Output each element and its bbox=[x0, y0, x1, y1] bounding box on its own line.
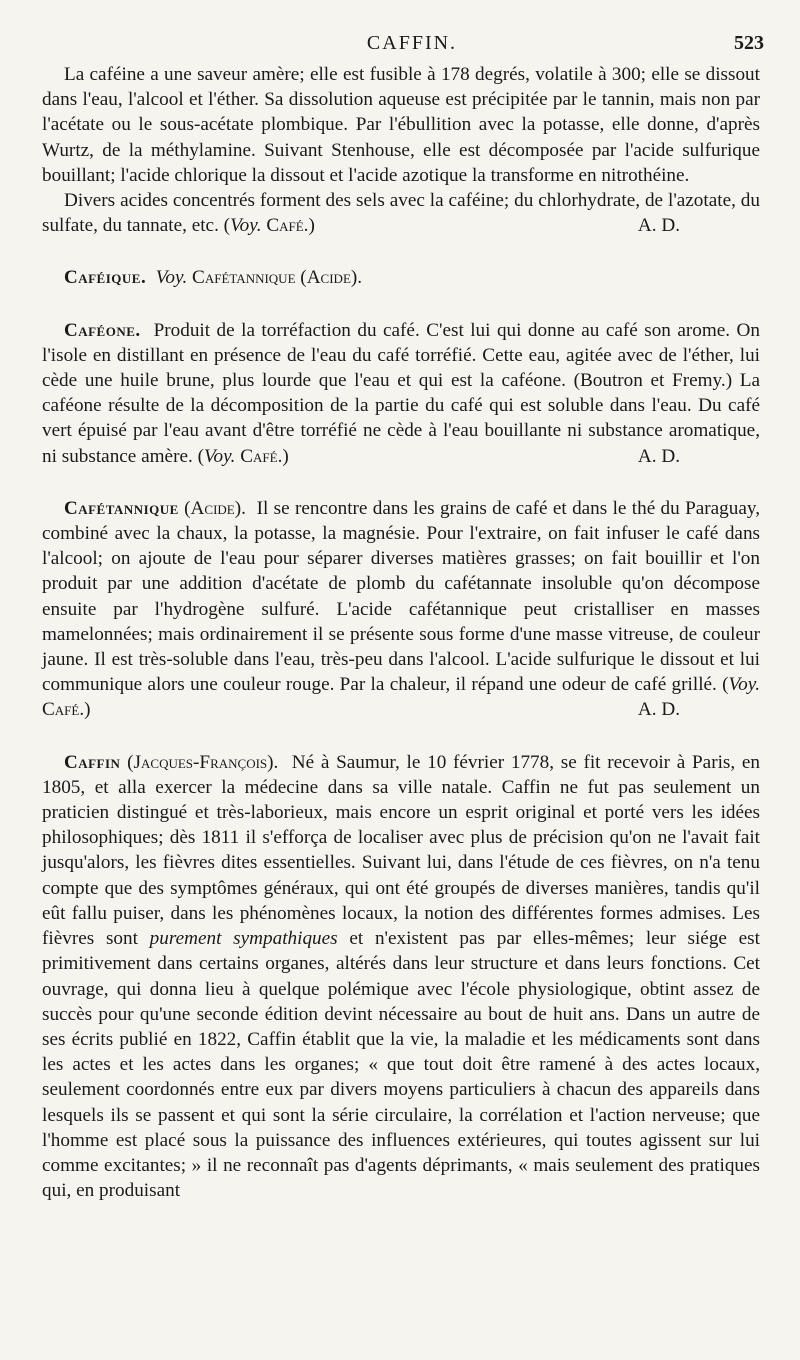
signature: A. D. bbox=[637, 215, 680, 237]
signature: A. D. bbox=[637, 445, 680, 467]
entry-cafetannique: Cafétannique (Acide). Il se rencontre dans les grains de café et dans le thé du Paraguay, combiné avec la chaux, la potasse, la magnésie. Pour l'extraire, on fait infuser le café dans l'alcool; on ajoute de l'eau pour séparer diverses matières grasses; on fait bouillir et l'on produit par une addition d'acétate de plomb du cafétannate insoluble qu'on décompose ensuite par l'hydrogène sulfuré. L'acide cafétannique peut cristalliser en masses mamelonnées; mais ordinairement il se présente sous forme d'une masse vitreuse, de couleur jaune. Il est très-soluble dans l'eau, très-peu dans l'alcool. L'acide sulfurique le dissout et lui communique alors une couleur rouge. Par la chaleur, il répand une odeur de café grillé. (Voy. Café.) A. D. bbox=[42, 496, 760, 723]
signature: A. D. bbox=[637, 699, 680, 721]
headword: Caféone. bbox=[64, 319, 141, 341]
entry-caffin: Caffin (Jacques-François). Né à Saumur, le 10 février 1778, se fit recevoir à Paris, en 1805, et alla exercer la médecine dans sa ville natale. Caffin ne fut pas seulement un praticien distingué et très-laborieux, mais encore un esprit original et porté vers les idées philosophiques; dès 1811 il s'efforça de localiser avec plus de précision qu'on ne l'avait fait jusqu'alors, les fièvres dites essentielles. Suivant lui, dans l'étude de ces fièvres, on n'a tenu compte que des symptômes généraux, qui ont été groupés de diverses manières, tandis qu'il eût fallu puiser, dans les phénomènes locaux, la notion des différentes formes admises. Les fièvres sont purement sympathiques et n'existent pas par elles-mêmes; leur siége est primitivement dans certains organes, altérés dans leur structure et dans leurs fonctions. Cet ouvrage, qui donna lieu à quelque polémique avec l'école physiologique, obtint assez de succès pour qu'une seconde édition devint nécessaire au bout de huit ans. Dans un autre de ses écrits publié en 1822, Caffin établit que la vie, la maladie et les médicaments sont dans les actes et les actes dans les organes; « que tout doit être ramené à des actes locaux, seulement coordonnés entre eux par divers moyens particuliers à chacun des appareils dans lesquels ils se passent et qui sont la série circulaire, la corrélation et l'action nerveuse; que l'homme est placé sous la puissance des influences extérieures, qui toutes agissent sur lui comme excitantes; » il ne reconnaît pas d'agents déprimants, « mais seulement des pratiques qui, en produisant bbox=[42, 751, 761, 1202]
paragraph-cafeine-salts: Divers acides concentrés forment des sels avec la caféine; du chlorhydrate, de l'azotate, du sulfate, du tannate, etc. (Voy. Café.) A. D. bbox=[42, 188, 760, 238]
entry-cafeique: Caféique. Voy. Cafétannique (Acide). bbox=[64, 267, 363, 289]
headword: Caffin bbox=[64, 751, 121, 773]
entry-cafeone: Caféone. Produit de la torréfaction du café. C'est lui qui donne au café son arome. On l'isole en distillant en présence de l'eau du café torréfié. Cette eau, agitée avec de l'éther, lui cède une huile brune, plus lourde que l'eau et qui est la caféone. (Boutron et Fremy.) La caféone résulte de la décomposition de la partie du café qui est soluble dans l'eau. Du café vert épuisé par l'eau avant d'être torréfié ne cède à l'eau bouillante ni substance aromatique, ni substance amère. (Voy. Café.) A. D. bbox=[42, 318, 760, 469]
headword: Cafétannique bbox=[64, 497, 179, 519]
paragraph-cafeine-properties: La caféine a une saveur amère; elle est fusible à 178 degrés, volatile à 300; elle se dissout dans l'eau, l'alcool et l'éther. Sa dissolution aqueuse est précipitée par le tannin, mais non par l'acétate ou le sous-acétate plombique. Par l'ébullition avec la potasse, elle donne, d'après Wurtz, de la méthylamine. Suivant Stenhouse, elle est décomposée par l'acide sulfurique bouillant; l'acide chlorique la dissout et l'acide azotique la transforme en nitrothéine. bbox=[42, 64, 760, 186]
emphasis: purement sympathiques bbox=[149, 928, 338, 950]
running-head: CAFFIN. bbox=[366, 32, 458, 54]
headword: Caféique. bbox=[64, 267, 147, 289]
page-number: 523 bbox=[734, 32, 764, 54]
page-header bbox=[60, 32, 764, 56]
body-text bbox=[42, 62, 760, 1203]
